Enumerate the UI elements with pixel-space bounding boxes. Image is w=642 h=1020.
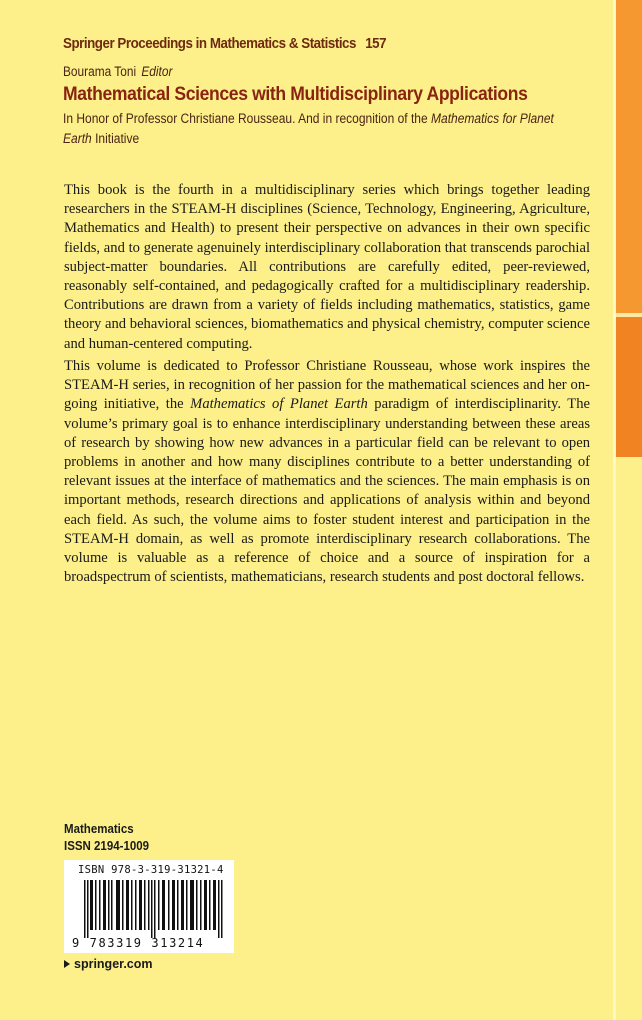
- series-title: [63, 36, 386, 52]
- series-number: 157: [365, 36, 387, 52]
- editor-role: Editor: [141, 64, 173, 79]
- editor-name: Bourama Toni: [63, 64, 137, 79]
- barcode-digits: 9 783319 313214: [72, 936, 205, 950]
- isbn-label: ISBN 978-3-319-31321-4: [78, 864, 224, 876]
- book-title: Mathematical Sciences with Multidisciplinary Applications: [63, 83, 528, 105]
- website-link[interactable]: [64, 957, 153, 971]
- description-paragraph-2: [64, 357, 590, 587]
- subtitle-italic: Mathematics for Planet Earth: [63, 111, 554, 146]
- editor-line: [63, 64, 172, 79]
- issn-label: ISSN 2194-1009: [64, 839, 150, 853]
- barcode: [64, 860, 234, 953]
- book-subtitle: [63, 109, 561, 149]
- subtitle-prefix: In Honor of Professor Christiane Rousseau. And in recognition of the: [63, 111, 432, 126]
- series-name: Springer Proceedings in Mathematics & Statistics: [63, 36, 356, 52]
- paragraph2-part1: This volume is dedicated to Professor Christiane Rousseau, whose work inspires the STEAM-H series, in recognition of her passion for the mathematical sciences and her on-going initiative, the: [64, 358, 590, 413]
- subject-label: Mathematics: [64, 822, 134, 836]
- spine-stripe-middle: [616, 317, 642, 457]
- website-label: springer.com: [74, 957, 153, 971]
- description-paragraph-1: This book is the fourth in a multidisciplinary series which brings together leading researchers in the STEAM-H disciplines (Science, Technology, Engineering, Agriculture, Mathematics and Health) to present their perspective on advances in their own specific fields, and to generate agenuinely interdisciplinary collaboration that transcends parochial subject-matter boundaries. All contributions are carefully edited, peer-reviewed, reasonably self-contained, and pedagogically crafted for a multidisciplinary readership. Contributions are drawn from a variety of fields including mathematics, statistics, game theory and behavioral sciences, biomathematics and physical chemistry, computer science and human-centered computing.: [64, 182, 590, 352]
- paragraph2-italic: Mathematics of Planet Earth: [190, 396, 368, 413]
- subtitle-suffix: Initiative: [91, 131, 140, 146]
- paragraph2-part2: paradigm of interdisciplinarity. The volume’s primary goal is to enhance interdisciplinary understanding between these areas of research by showing how new advances in a particular field can be relevant to open problems in another and how many disciplines contribute to a better understanding of relevant issues at the interface of mathematics and the sciences. The main emphasis is on important methods, research directions and applications of analysis within and beyond each field. As such, the volume aims to foster student interest and participation in the STEAM-H domain, as well as promote interdisciplinary research collaborations. The volume is valuable as a reference of choice and a source of inspiration for a broadspectrum of scientists, mathematicians, research students and post doctoral fellows.: [64, 396, 590, 586]
- spine-stripe-top: [616, 0, 642, 313]
- arrow-right-icon: [64, 960, 70, 968]
- barcode-bars: [84, 880, 224, 938]
